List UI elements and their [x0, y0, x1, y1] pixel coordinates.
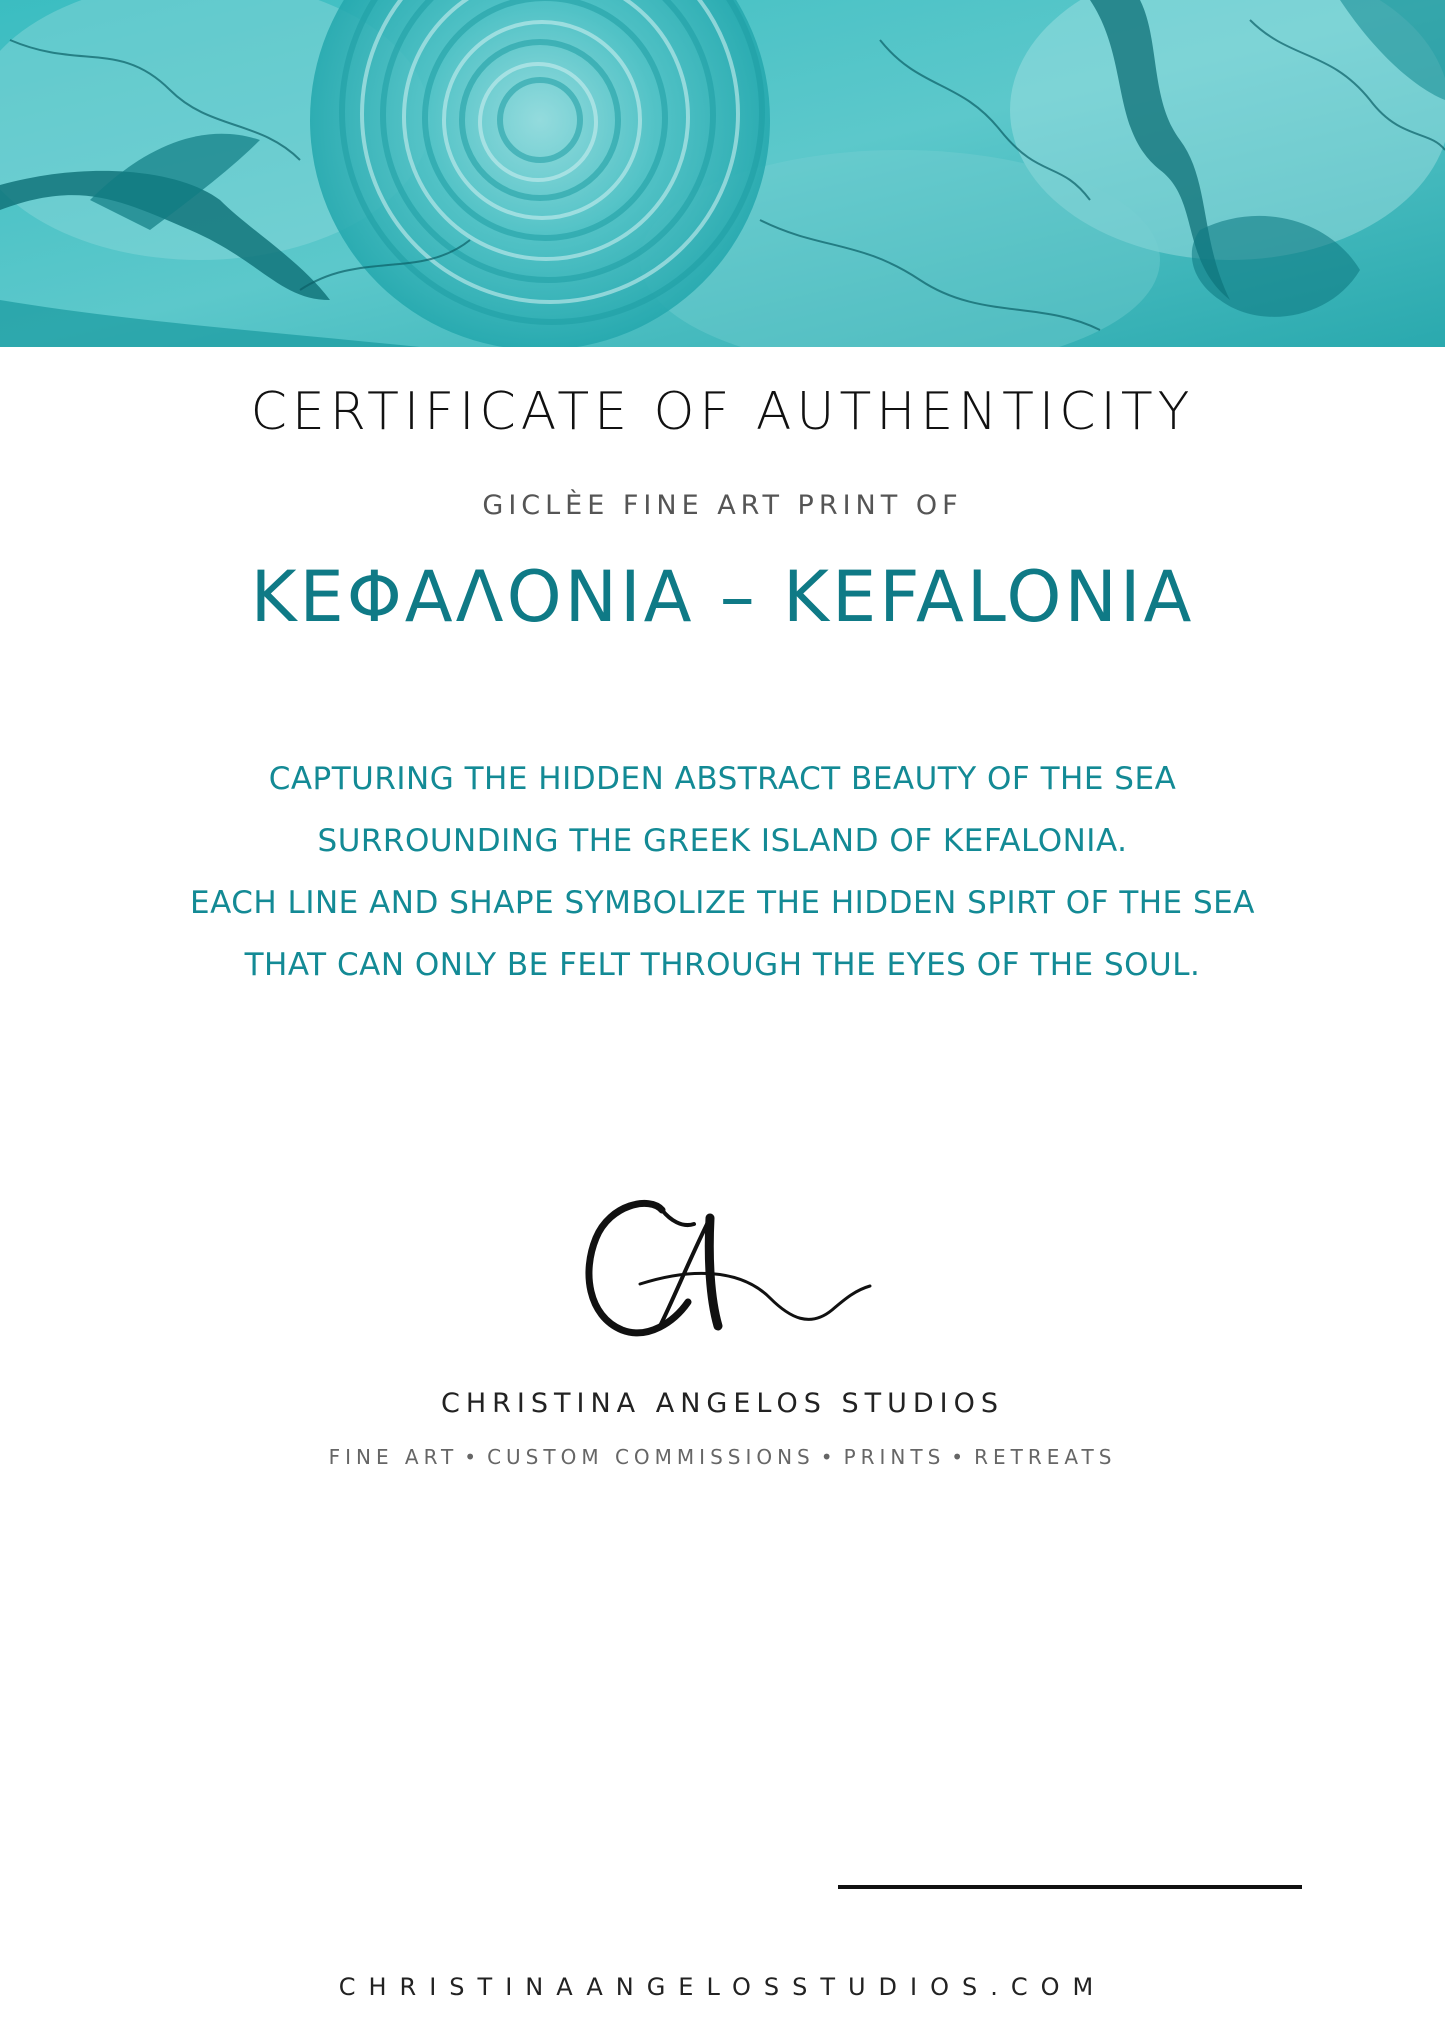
service-prints: PRINTS: [843, 1445, 946, 1469]
service-retreats: RETREATS: [974, 1445, 1117, 1469]
description-line: SURROUNDING THE GREEK ISLAND OF KEFALONIA.: [317, 823, 1128, 859]
artwork-description: [0, 748, 1445, 996]
abstract-sea-banner: [0, 0, 1445, 347]
banner-artwork: [0, 0, 1445, 347]
artwork-title: ΚΕΦΑΛΟΝΙΑ – KEFALONIA: [250, 556, 1195, 638]
print-type-subtitle: GICLÈE FINE ART PRINT OF: [482, 490, 963, 521]
studio-name: CHRISTINA ANGELOS STUDIOS: [441, 1388, 1004, 1419]
description-line: CAPTURING THE HIDDEN ABSTRACT BEAUTY OF THE SEA: [268, 761, 1177, 797]
studio-monogram-logo: [570, 1198, 880, 1348]
studio-website: CHRISTINAANGELOSSTUDIOS.COM: [338, 1973, 1107, 2001]
signature-line: [838, 1885, 1302, 1889]
service-separator: •: [951, 1445, 969, 1469]
monogram-ca-icon: [570, 1198, 880, 1348]
service-custom-commissions: CUSTOM COMMISSIONS: [487, 1445, 815, 1469]
service-fine-art: FINE ART: [328, 1445, 459, 1469]
certificate-title: CERTIFICATE OF AUTHENTICITY: [250, 382, 1195, 442]
studio-services: [0, 1447, 1445, 1467]
description-line: EACH LINE AND SHAPE SYMBOLIZE THE HIDDEN SPIRT OF THE SEA: [190, 885, 1255, 921]
service-separator: •: [464, 1445, 482, 1469]
description-line: THAT CAN ONLY BE FELT THROUGH THE EYES OF THE SOUL.: [244, 947, 1201, 983]
service-separator: •: [820, 1445, 838, 1469]
